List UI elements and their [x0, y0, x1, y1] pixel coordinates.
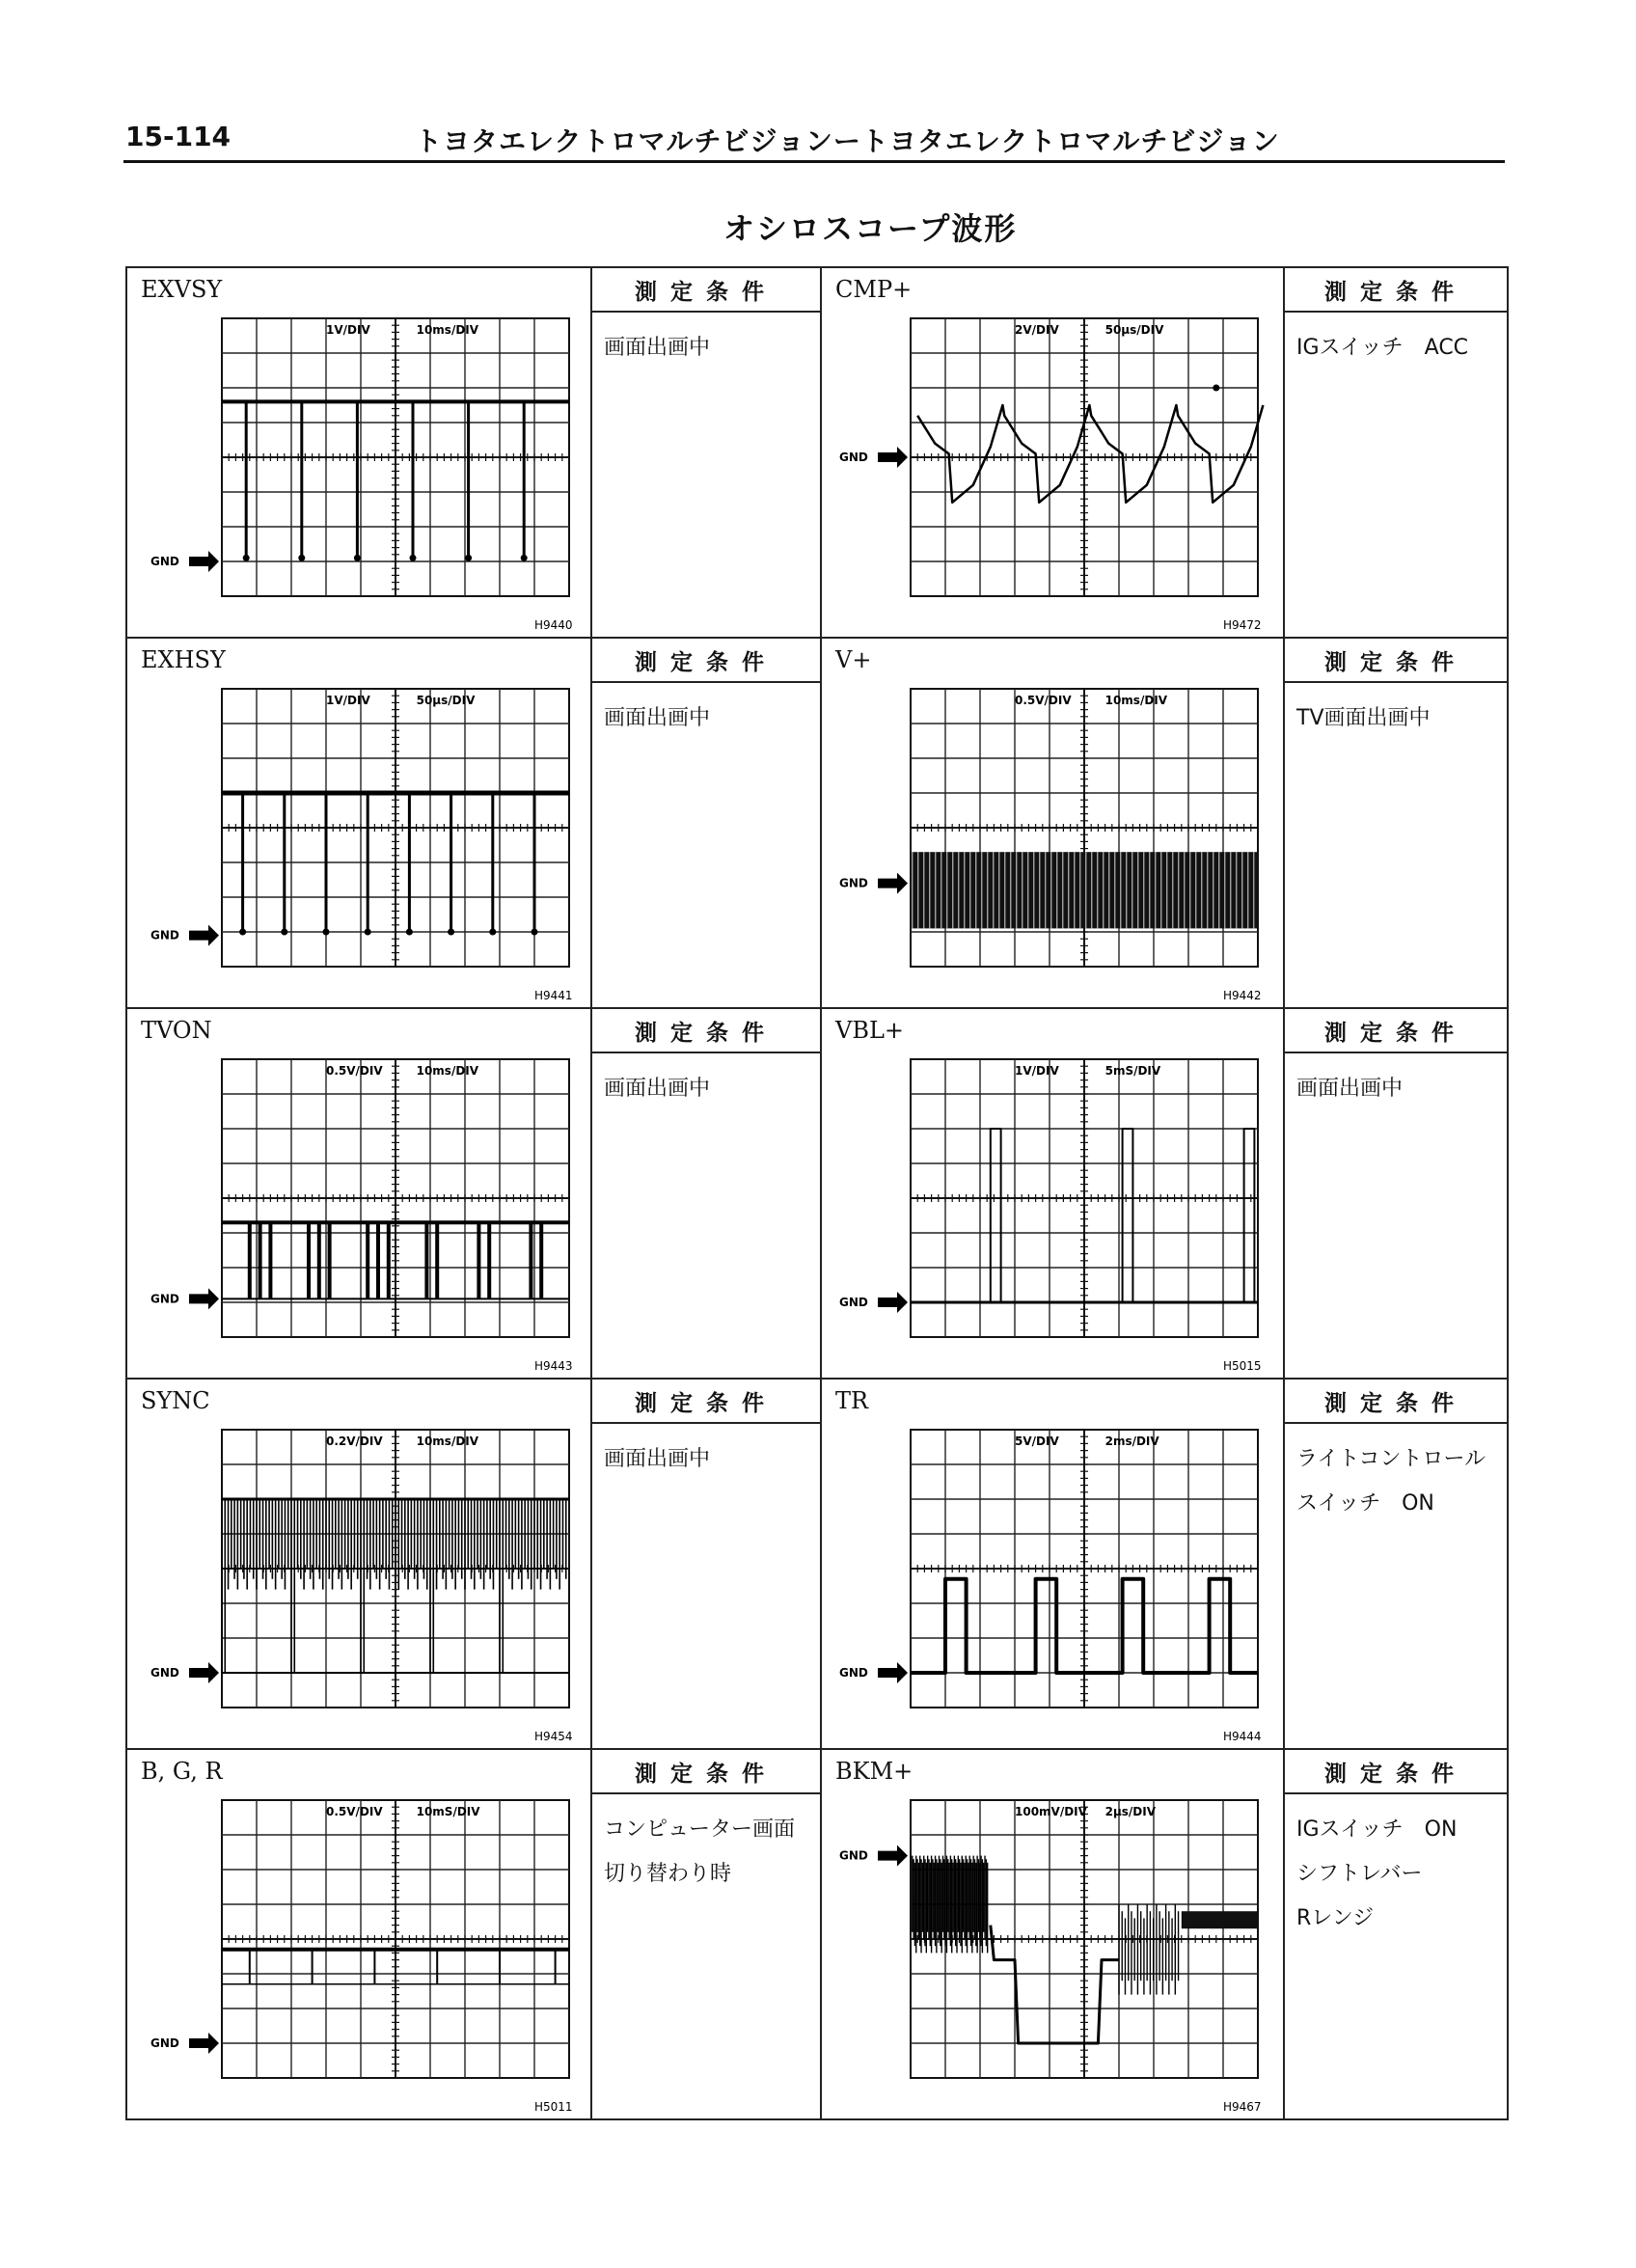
time-div-label: 2μs/DIV [1104, 1805, 1157, 1819]
condition-line: Rレンジ [1296, 1906, 1375, 1930]
signal-name: EXVSY [141, 276, 223, 303]
waveform-cell [820, 1007, 1285, 1380]
gnd-arrow-icon [878, 1662, 908, 1683]
figure-id: H9467 [1223, 2100, 1262, 2114]
waveform-trace [911, 852, 1258, 928]
gnd-label: GND [150, 928, 179, 943]
condition-cell [1283, 1378, 1509, 1750]
condition-cell [1283, 1007, 1509, 1380]
condition-header: 測定条件 [1285, 1380, 1507, 1424]
condition-line: IGスイッチ ON [1296, 1817, 1458, 1842]
waveform-trace [917, 385, 1263, 503]
volt-div-label: 1V/DIV [326, 694, 370, 708]
figure-id: H9443 [534, 1359, 573, 1373]
oscilloscope-screen [127, 1750, 592, 2120]
condition-header: 測定条件 [592, 1750, 820, 1794]
gnd-arrow-icon [189, 1288, 219, 1309]
gnd-label: GND [839, 451, 868, 464]
waveform-cell [820, 1748, 1285, 2120]
figure-id: H5011 [534, 2100, 573, 2114]
gnd-arrow-icon [878, 1845, 908, 1867]
signal-name: TVON [141, 1017, 212, 1044]
oscilloscope-screen [127, 1380, 592, 1750]
time-div-label: 10ms/DIV [416, 323, 479, 338]
gnd-label: GND [839, 876, 868, 890]
time-div-label: 5mS/DIV [1104, 1064, 1161, 1079]
scope-graticule [911, 1430, 1258, 1708]
gnd-label: GND [839, 1296, 868, 1309]
gnd-arrow-icon [189, 1662, 219, 1683]
signal-name: BKM+ [835, 1758, 913, 1785]
signal-name: VBL+ [835, 1017, 905, 1044]
waveform-cell [125, 1007, 592, 1380]
condition-line: スイッチ ON [1296, 1491, 1434, 1516]
oscilloscope-screen [822, 1750, 1285, 2120]
condition-header: 測定条件 [592, 1009, 820, 1053]
oscilloscope-screen [127, 639, 592, 1009]
waveform-cell [820, 1378, 1285, 1750]
scope-graticule [911, 1800, 1258, 2078]
condition-cell [590, 1748, 822, 2120]
condition-header: 測定条件 [592, 639, 820, 683]
condition-header: 測定条件 [1285, 639, 1507, 683]
signal-name: SYNC [141, 1387, 210, 1414]
condition-cell [590, 637, 822, 1009]
condition-header: 測定条件 [592, 1380, 820, 1424]
gnd-arrow-icon [189, 2033, 219, 2054]
page-number: 15-114 [125, 121, 232, 152]
condition-line: IGスイッチ ACC [1296, 336, 1469, 360]
waveform-cell [125, 1378, 592, 1750]
condition-text [604, 1808, 814, 1897]
oscilloscope-screen [822, 639, 1285, 1009]
gnd-label: GND [839, 1848, 868, 1863]
condition-cell [590, 266, 822, 639]
volt-div-label: 1V/DIV [1015, 1064, 1059, 1079]
figure-id: H9442 [1223, 989, 1262, 1002]
condition-header: 測定条件 [592, 268, 820, 313]
scope-graticule [222, 689, 569, 967]
gnd-label: GND [150, 1292, 179, 1306]
condition-text [604, 1067, 814, 1111]
time-div-label: 10ms/DIV [416, 1064, 479, 1079]
figure-id: H9472 [1223, 618, 1262, 632]
condition-line: シフトレバー [1296, 1862, 1423, 1886]
waveform-cell [125, 637, 592, 1009]
condition-line: 切り替わり時 [604, 1862, 732, 1886]
figure-id: H9444 [1223, 1730, 1262, 1743]
waveform-cell [125, 1748, 592, 2120]
condition-line: TV画面出画中 [1296, 706, 1431, 730]
waveform-cell [820, 266, 1285, 639]
volt-div-label: 0.5V/DIV [326, 1064, 383, 1079]
condition-line: 画面出画中 [604, 706, 711, 730]
condition-header: 測定条件 [1285, 1009, 1507, 1053]
condition-header: 測定条件 [1285, 1750, 1507, 1794]
page-header-title: トヨタエレクトロマルチビジョンートヨタエレクトロマルチビジョン [415, 125, 1280, 157]
volt-div-label: 5V/DIV [1015, 1435, 1059, 1449]
condition-line: コンピューター画面 [604, 1817, 796, 1842]
condition-header: 測定条件 [1285, 268, 1507, 313]
time-div-label: 10mS/DIV [416, 1805, 480, 1819]
oscilloscope-screen [127, 1009, 592, 1380]
waveform-cell [125, 266, 592, 639]
condition-cell [1283, 637, 1509, 1009]
volt-div-label: 0.2V/DIV [326, 1435, 383, 1449]
gnd-arrow-icon [189, 551, 219, 572]
time-div-label: 50μs/DIV [416, 694, 476, 708]
signal-name: CMP+ [835, 276, 913, 303]
condition-text [604, 697, 814, 741]
figure-id: H9454 [534, 1730, 573, 1743]
gnd-label: GND [150, 1666, 179, 1680]
condition-line: 画面出画中 [1296, 1077, 1404, 1101]
figure-id: H9440 [534, 618, 573, 632]
condition-text [604, 326, 814, 370]
condition-text [604, 1437, 814, 1482]
condition-text [1296, 326, 1501, 370]
volt-div-label: 100mV/DIV [1015, 1805, 1087, 1819]
section-title: オシロスコープ波形 [723, 210, 1018, 247]
condition-text [1296, 1808, 1501, 1941]
scope-graticule [911, 318, 1258, 596]
scope-graticule [911, 1059, 1258, 1337]
gnd-arrow-icon [878, 447, 908, 468]
waveform-cell [820, 637, 1285, 1009]
condition-line: 画面出画中 [604, 1447, 711, 1471]
oscilloscope-screen [822, 268, 1285, 639]
oscilloscope-screen [822, 1009, 1285, 1380]
signal-name: B, G, R [141, 1758, 223, 1785]
time-div-label: 2ms/DIV [1104, 1435, 1159, 1449]
time-div-label: 10ms/DIV [1104, 694, 1168, 708]
gnd-arrow-icon [189, 925, 219, 946]
condition-line: 画面出画中 [604, 336, 711, 360]
gnd-arrow-icon [878, 1292, 908, 1313]
condition-cell [590, 1007, 822, 1380]
oscilloscope-screen [127, 268, 592, 639]
gnd-label: GND [150, 2036, 179, 2050]
time-div-label: 50μs/DIV [1104, 323, 1164, 338]
time-div-label: 10ms/DIV [416, 1435, 479, 1449]
gnd-arrow-icon [878, 873, 908, 894]
gnd-label: GND [150, 555, 179, 568]
condition-line: 画面出画中 [604, 1077, 711, 1101]
condition-text [1296, 1067, 1501, 1111]
condition-cell [1283, 1748, 1509, 2120]
volt-div-label: 1V/DIV [326, 323, 370, 338]
signal-name: TR [835, 1387, 869, 1414]
scope-graticule [222, 318, 569, 596]
gnd-label: GND [839, 1666, 868, 1680]
volt-div-label: 0.5V/DIV [326, 1805, 383, 1819]
scope-graticule [222, 1059, 569, 1337]
oscilloscope-screen [822, 1380, 1285, 1750]
figure-id: H9441 [534, 989, 573, 1002]
condition-text [1296, 1437, 1501, 1526]
condition-cell [590, 1378, 822, 1750]
condition-text [1296, 697, 1501, 741]
condition-line: ライトコントロール [1296, 1447, 1486, 1471]
signal-name: EXHSY [141, 646, 226, 673]
signal-name: V+ [835, 646, 872, 673]
header-rule [123, 160, 1505, 163]
volt-div-label: 2V/DIV [1015, 323, 1059, 338]
scope-graticule [222, 1800, 569, 2078]
volt-div-label: 0.5V/DIV [1015, 694, 1072, 708]
condition-cell [1283, 266, 1509, 639]
figure-id: H5015 [1223, 1359, 1262, 1373]
